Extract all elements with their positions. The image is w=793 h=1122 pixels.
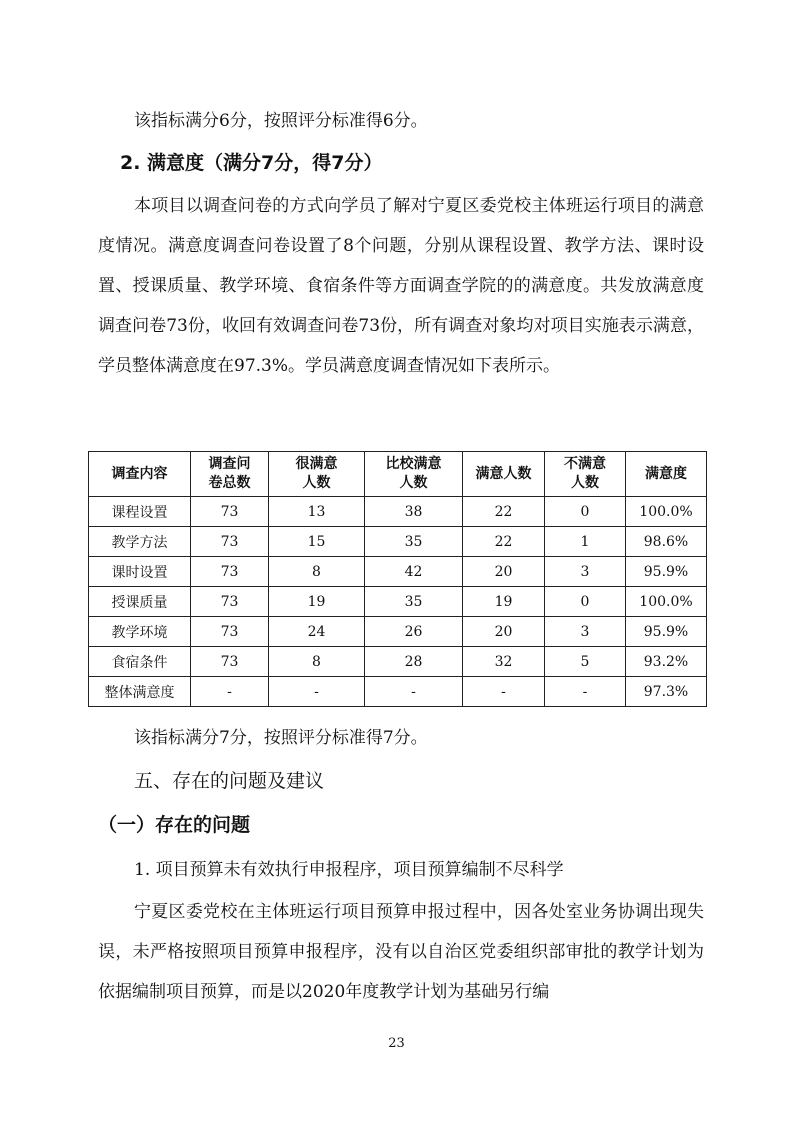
- table-cell: -: [269, 677, 365, 707]
- table-cell: 13: [269, 497, 365, 527]
- section-heading-satisfaction: 2. 满意度（满分7分，得7分）: [120, 152, 383, 174]
- table-cell: -: [191, 677, 269, 707]
- table-cell: 19: [269, 587, 365, 617]
- table-row: [89, 557, 707, 587]
- table-cell: 3: [545, 557, 626, 587]
- table-cell: 0: [545, 587, 626, 617]
- page-number: 23: [388, 1036, 405, 1051]
- table-cell: -: [463, 677, 545, 707]
- table-cell: 整体满意度: [89, 677, 191, 707]
- header-cell: 比校满意 人数: [365, 452, 463, 497]
- subsection-heading: （一）存在的问题: [98, 814, 251, 836]
- satisfaction-table: [88, 451, 707, 707]
- table-cell: 73: [191, 647, 269, 677]
- table-cell: 98.6%: [626, 527, 707, 557]
- table-row: [89, 617, 707, 647]
- table-cell: 95.9%: [626, 617, 707, 647]
- table-cell: 8: [269, 647, 365, 677]
- table-cell: 73: [191, 617, 269, 647]
- table-cell: 73: [191, 587, 269, 617]
- table-cell: 课时设置: [89, 557, 191, 587]
- table-cell: 15: [269, 527, 365, 557]
- table-cell: 19: [463, 587, 545, 617]
- table-cell: 课程设置: [89, 497, 191, 527]
- table-cell: 1: [545, 527, 626, 557]
- table-cell: 42: [365, 557, 463, 587]
- table-cell: 100.0%: [626, 497, 707, 527]
- header-cell: 满意度: [626, 452, 707, 497]
- table-cell: 73: [191, 527, 269, 557]
- table-cell: 授课质量: [89, 587, 191, 617]
- table-header-row: [89, 452, 707, 497]
- score-line-7: 该指标满分7分，按照评分标准得7分。: [134, 728, 428, 748]
- header-cell: 不满意 人数: [545, 452, 626, 497]
- table-cell: 95.9%: [626, 557, 707, 587]
- table-cell: 5: [545, 647, 626, 677]
- table-cell: 38: [365, 497, 463, 527]
- table-cell: 3: [545, 617, 626, 647]
- table-row: [89, 527, 707, 557]
- table-row: [89, 647, 707, 677]
- table-cell: 35: [365, 587, 463, 617]
- table-cell: 22: [463, 527, 545, 557]
- table-row-overall: [89, 677, 707, 707]
- header-cell: 很满意 人数: [269, 452, 365, 497]
- table-cell: 93.2%: [626, 647, 707, 677]
- table-cell: 20: [463, 617, 545, 647]
- table-cell: 教学方法: [89, 527, 191, 557]
- table-cell: 73: [191, 497, 269, 527]
- table-cell: -: [365, 677, 463, 707]
- table-cell: 32: [463, 647, 545, 677]
- score-line-6: 该指标满分6分，按照评分标准得6分。: [134, 111, 428, 131]
- table-cell: 97.3%: [626, 677, 707, 707]
- header-cell: 调查内容: [89, 452, 191, 497]
- table-cell: 100.0%: [626, 587, 707, 617]
- header-cell: 调查问 卷总数: [191, 452, 269, 497]
- table-cell: 教学环境: [89, 617, 191, 647]
- table-cell: 0: [545, 497, 626, 527]
- body-paragraph: 宁夏区委党校在主体班运行项目预算申报过程中，因各处室业务协调出现失误，未严格按照项目预算申报程序，没有以自治区党委组织部审批的教学计划为依据编制项目预算，而是以2020年度教学计划为基础另行编: [98, 902, 704, 1002]
- table-cell: 24: [269, 617, 365, 647]
- table-cell: 20: [463, 557, 545, 587]
- table-cell: 8: [269, 557, 365, 587]
- table-cell: -: [545, 677, 626, 707]
- table-cell: 73: [191, 557, 269, 587]
- table-cell: 26: [365, 617, 463, 647]
- intro-paragraph: 本项目以调查问卷的方式向学员了解对宁夏区委党校主体班运行项目的满意度情况。满意度调查问卷设置了8个问题，分别从课程设置、教学方法、课时设置、授课质量、教学环境、食宿条件等方面调查学院的的满意度。共发放满意度调查问卷73份，收回有效调查问卷73份，所有调查对象均对项目实施表示满意，学员整体满意度在97.3%。学员满意度调查情况如下表所示。: [98, 196, 704, 376]
- chapter-heading: 五、存在的问题及建议: [134, 770, 325, 792]
- table-cell: 22: [463, 497, 545, 527]
- table-cell: 28: [365, 647, 463, 677]
- table-cell: 食宿条件: [89, 647, 191, 677]
- header-cell: 满意人数: [463, 452, 545, 497]
- item-heading: 1. 项目预算未有效执行申报程序，项目预算编制不尽科学: [134, 860, 564, 880]
- table-row: [89, 587, 707, 617]
- table-row: [89, 497, 707, 527]
- table-cell: 35: [365, 527, 463, 557]
